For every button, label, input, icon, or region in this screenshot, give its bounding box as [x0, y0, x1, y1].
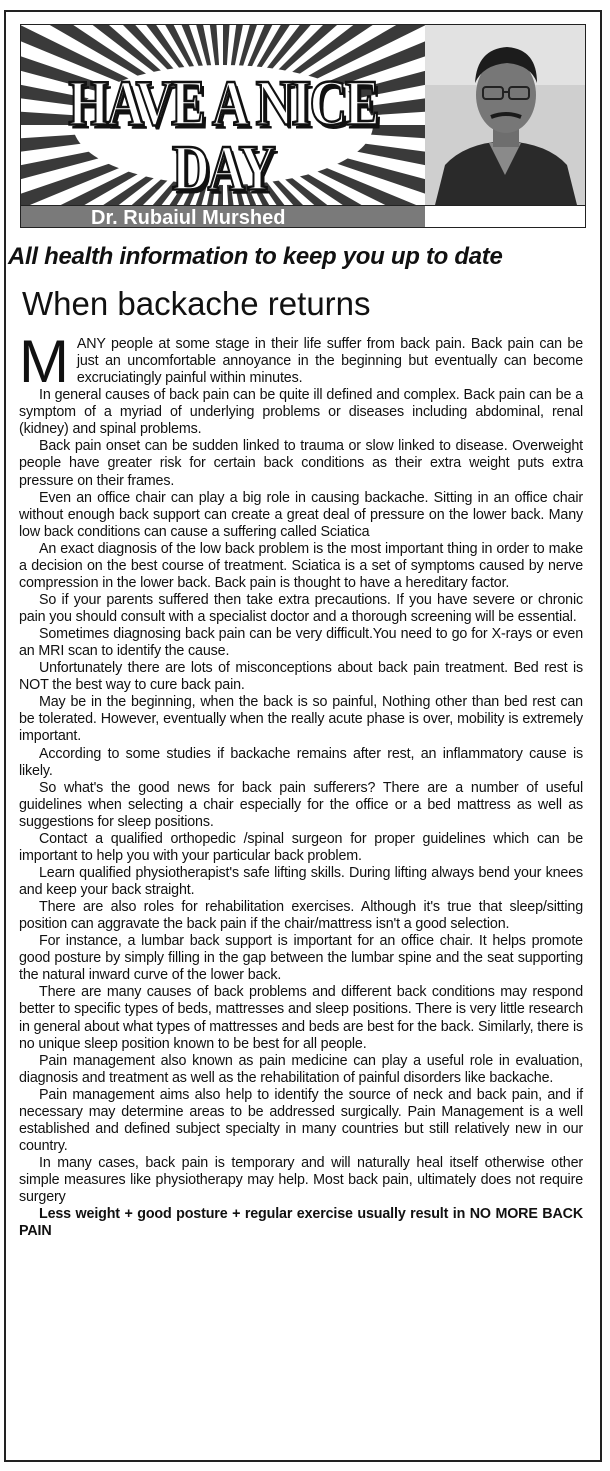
article-paragraph: An exact diagnosis of the low back problem is the most important thing in order to make a decision on the best course of treatment. Sciatica is a set of symptoms caused by nerve compression in the lower back. Back pain is thought to have a hereditary factor.: [19, 540, 583, 591]
article-paragraph: So what's the good news for back pain sufferers? There are a number of useful guidelines when selecting a chair especially for the office or a bed mattress as well as suggestions for sleep positions.: [19, 779, 583, 830]
column-tagline: All health information to keep you up to date: [8, 243, 503, 270]
article-paragraph: According to some studies if backache remains after rest, an inflammatory cause is likely.: [19, 745, 583, 779]
article-paragraph: In many cases, back pain is temporary and will naturally heal itself otherwise other simple measures like physiotherapy may help. Most back pain, ultimately does not require surgery: [19, 1155, 583, 1206]
article-paragraph: Back pain onset can be sudden linked to trauma or slow linked to disease. Overweight people have greater risk for certain back conditions as their extra weight puts extra pressure on their frames.: [19, 438, 583, 489]
article-paragraph: Sometimes diagnosing back pain can be very difficult.You need to go for X-rays or even an MRI scan to identify the cause.: [19, 626, 583, 660]
banner-title: HAVE A NICE DAY: [68, 68, 378, 205]
byline-bar: [21, 205, 425, 228]
article-paragraph: There are also roles for rehabilitation exercises. Although it's true that sleep/sitting position can aggravate the back pain if the chair/mattress isn't a good selection.: [19, 899, 583, 933]
article-headline: When backache returns: [22, 285, 371, 322]
article-paragraph: For instance, a lumbar back support is important for an office chair. It helps promote good posture by simply filling in the gap between the lumbar spine and the seat supporting the natural inward curve of the lower back.: [19, 933, 583, 984]
article-paragraph: [19, 328, 583, 395]
author-photo: [425, 25, 586, 205]
column-banner: [21, 25, 426, 205]
drop-cap: M: [19, 328, 69, 395]
article-paragraph: Unfortunately there are lots of misconceptions about back pain treatment. Bed rest is NOT the best way to cure back pain.: [19, 660, 583, 694]
article-paragraph: Pain management aims also help to identify the source of neck and back pain, and if necessary may determine areas to be addressed surgically. Pain Management is a well established and defined subject specialty in many countries but still relatively new in our country.: [19, 1086, 583, 1154]
article-body: [19, 328, 583, 1240]
article-paragraph-text: ANY people at some stage in their life suffer from back pain. Back pain can be just an uncomfortable annoyance in the beginning but eventually can become excruciatingly painful within minutes.: [76, 336, 583, 387]
article-paragraph: So if your parents suffered then take extra precautions. If you have severe or chronic pain you should consult with a specialist doctor and a thorough screening will be essential.: [19, 591, 583, 625]
article-paragraph: There are many causes of back problems and different back conditions may respond better to specific types of beds, mattresses and sleep positions. There is very little research in general about what types of mattresses and beds are best for the back. Similarly, there is no unique sleep position known to be best for all people.: [19, 984, 583, 1052]
article-paragraph: In general causes of back pain can be quite ill defined and complex. Back pain can be a symptom of a myriad of underlying problems or diseases including abdominal, renal (kidney) and spinal problems.: [19, 387, 583, 438]
article-paragraph: Pain management also known as pain medicine can play a useful role in evaluation, diagnosis and treatment as well as the rehabilitation of painful disorders like backache.: [19, 1052, 583, 1086]
byline-bar-right: [425, 205, 586, 228]
article-paragraph: Contact a qualified orthopedic /spinal surgeon for proper guidelines which can be important to help you with your particular back problem.: [19, 830, 583, 864]
article-paragraph: Learn qualified physiotherapist's safe lifting skills. During lifting always bend your knees and keep your back straight.: [19, 864, 583, 898]
article-conclusion: Less weight + good posture + regular exercise usually result in NO MORE BACK PAIN: [19, 1206, 583, 1240]
column-header: [20, 24, 586, 228]
article-paragraph: May be in the beginning, when the back is so painful, Nothing other than bed rest can be tolerated. However, eventually when the really acute phase is over, mobility is extremely important.: [19, 694, 583, 745]
article-paragraph: Even an office chair can play a big role in causing backache. Sitting in an office chair without enough back support can create a great deal of pressure on the lower back. Many low back conditions can cause a suffering called Sciatica: [19, 489, 583, 540]
author-name: Dr. Rubaiul Murshed: [91, 207, 286, 228]
